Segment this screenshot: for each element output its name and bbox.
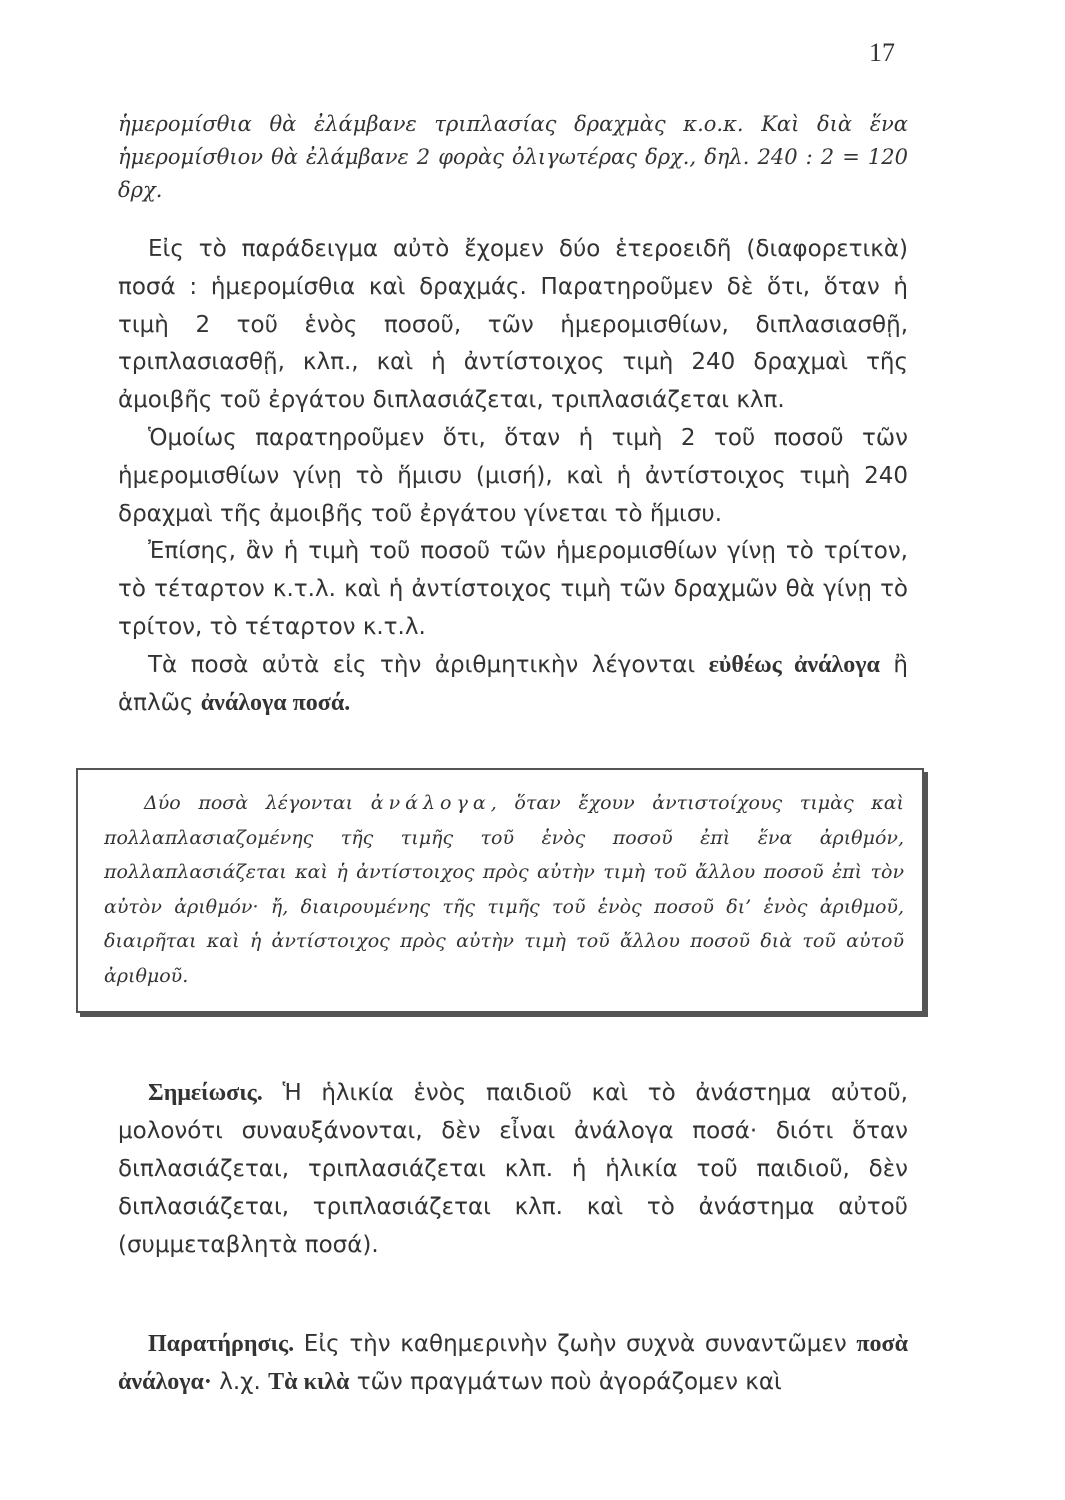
term-directly-proportional: εὐθέως ἀνάλογα — [708, 651, 880, 678]
remark-text-1: Εἰς τὴν καθημερινὴν ζωὴν συχνὰ συναντῶμεν — [294, 1331, 857, 1358]
page-content — [104, 108, 908, 1402]
definition-spaced-term: ἀνάλογα — [370, 792, 491, 815]
remark-label: Παρατήρησις. — [148, 1331, 295, 1358]
term-mid: ἢ ἁπλῶς — [118, 651, 908, 716]
definition-box — [76, 768, 924, 1013]
paragraph-example-explanation: Εἰς τὸ παράδειγμα αὐτὸ ἔχομεν δύο ἑτεροειδῆ (διαφορετικὰ) ποσά : ἡμερομίσθια καὶ δραχμάς. Παρατηροῦμεν δὲ ὅτι, ὅταν ἡ τιμὴ 2 τοῦ ἑνὸς ποσοῦ, τῶν ἡμερομισθίων, διπλασιασθῇ, τριπλασιασθῇ, κλπ., καὶ ἡ ἀντίστοιχος τιμὴ 240 δραχμαὶ τῆς ἀμοιβῆς τοῦ ἐργάτου διπλασιάζεται, τριπλασιάζεται κλπ. — [118, 236, 908, 414]
paragraph-definition-term — [118, 647, 908, 723]
remark-bold-1: ποσὰ ἀνάλογα· — [118, 1331, 908, 1396]
note-label: Σημείωσις. — [148, 1080, 263, 1107]
definition-body: , ὅταν ἔχουν ἀντιστοίχους τιμὰς καὶ πολλαπλασιαζομένης τῆς τιμῆς τοῦ ἑνὸς ποσοῦ ἐπὶ ἕνα ἀριθμόν, πολλαπλασιάζεται καὶ ἡ ἀντίστοιχος πρὸς αὐτὴν τιμὴ τοῦ ἄλλου ποσοῦ ἐπὶ τὸν αὐτὸν ἀριθμόν· ἤ, διαιρουμένης τῆς τιμῆς τοῦ ἑνὸς ποσοῦ δι’ ἑνὸς ἀριθμοῦ, διαιρῆται καὶ ἡ ἀντίστοιχος πρὸς αὐτὴν τιμὴ τοῦ ἄλλου ποσοῦ διὰ τοῦ αὐτοῦ ἀριθμοῦ. — [104, 792, 904, 987]
note-paragraph — [118, 1075, 908, 1264]
term-proportional-quantities: ἀνάλογα ποσά. — [200, 689, 351, 716]
remark-text-2: λ.χ. — [211, 1369, 269, 1396]
note-text: Ἡ ἡλικία ἑνὸς παιδιοῦ καὶ τὸ ἀνάστημα αὐτοῦ, μολονότι συναυξάνονται, δὲν εἶναι ἀνάλογα ποσά· διότι ὅταν διπλασιάζεται, τριπλασιάζεται κλπ. ἡ ἡλικία τοῦ παιδιοῦ, δὲν διπλασιάζεται, τριπλασιάζεται κλπ. καὶ τὸ ἀνάστημα αὐτοῦ (συμμεταβλητὰ ποσά). — [118, 1080, 908, 1258]
paragraph-third: Ἐπίσης, ἂν ἡ τιμὴ τοῦ ποσοῦ τῶν ἡμερομισθίων γίνῃ τὸ τρίτον, τὸ τέταρτον κ.τ.λ. καὶ ἡ ἀντίστοιχος τιμὴ τῶν δραχμῶν θὰ γίνῃ τὸ τρίτον, τὸ τέταρτον κ.τ.λ. — [118, 538, 908, 640]
definition-intro: Δύο ποσὰ λέγονται — [144, 792, 371, 815]
remark-bold-2: Τὰ κιλὰ — [268, 1369, 350, 1396]
page-number: 17 — [869, 38, 895, 67]
remark-text-3: τῶν πραγμάτων ποὺ ἀγοράζομεν καὶ — [349, 1369, 782, 1396]
paragraph-half: Ὁμοίως παρατηροῦμεν ὅτι, ὅταν ἡ τιμὴ 2 τοῦ ποσοῦ τῶν ἡμερομισθίων γίνῃ τὸ ἥμισυ (μισή), καὶ ἡ ἀντίστοιχος τιμὴ 240 δραχμαὶ τῆς ἀμοιβῆς τοῦ ἐργάτου γίνεται τὸ ἥμισυ. — [118, 424, 908, 527]
term-intro: Τὰ ποσὰ αὐτὰ εἰς τὴν ἀριθμητικὴν λέγονται — [148, 651, 709, 678]
paragraph-continuation: ἡμερομίσθια θὰ ἐλάμβανε τριπλασίας δραχμὰς κ.ο.κ. Καὶ διὰ ἕνα ἡμερομίσθιον θὰ ἐλάμβανε 2 φορὰς ὀλιγωτέρας δρχ., δηλ. 240 : 2 = 120 δρχ. — [118, 112, 908, 202]
remark-paragraph — [118, 1326, 908, 1402]
definition-text — [104, 786, 904, 993]
